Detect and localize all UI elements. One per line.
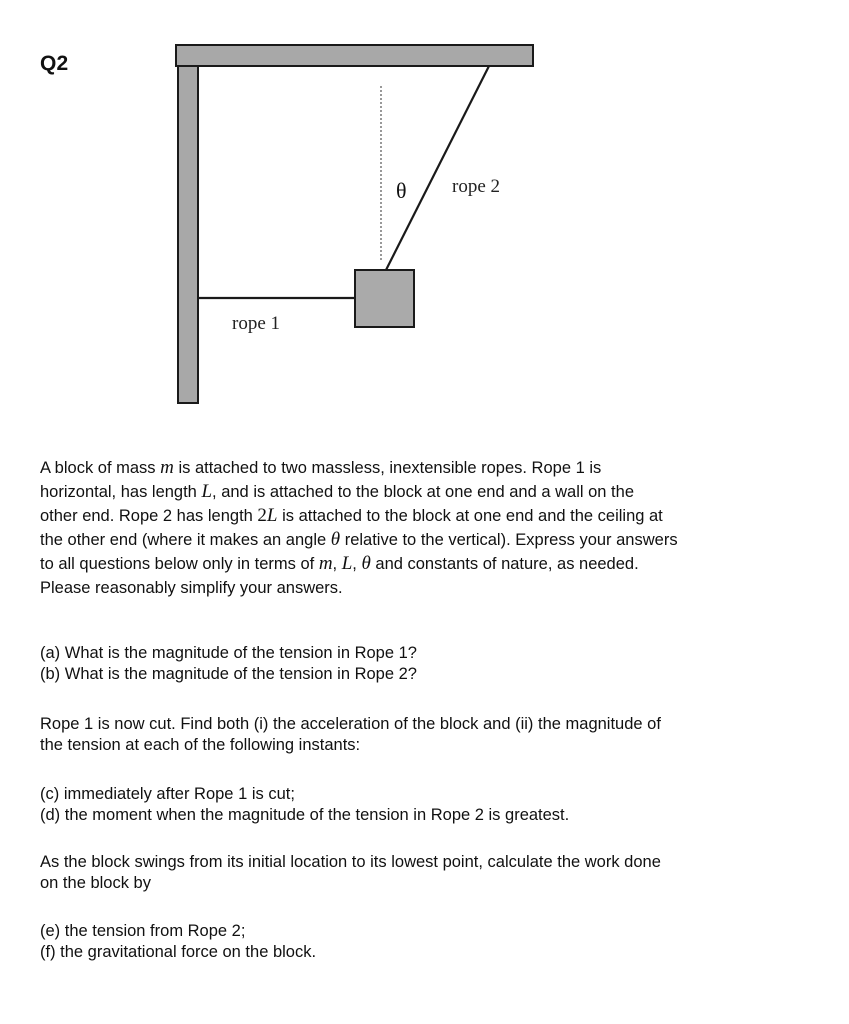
rope-2 xyxy=(386,66,489,270)
swing-intro-line-1: As the block swings from its initial location to its lowest point, calculate the work done xyxy=(40,853,661,871)
cut-intro-line-1: Rope 1 is now cut. Find both (i) the acceleration of the block and (ii) the magnitude of xyxy=(40,715,661,733)
intro-line-4: the other end (where it makes an angle θ relative to the vertical). Express your answers xyxy=(40,529,678,550)
swing-intro xyxy=(40,852,820,894)
intro-line-6: Please reasonably simplify your answers. xyxy=(40,579,343,597)
intro-line-1: A block of mass m is attached to two massless, inextensible ropes. Rope 1 is xyxy=(40,457,602,478)
problem-intro xyxy=(40,456,820,600)
rope-1-label: rope 1 xyxy=(232,313,281,334)
ceiling xyxy=(176,45,533,66)
cut-intro xyxy=(40,714,820,756)
intro-line-2: horizontal, has length L, and is attached to the block at one end and a wall on the xyxy=(40,481,634,502)
cut-intro-line-2: the tension at each of the following instants: xyxy=(40,736,361,754)
parts-a-b xyxy=(40,643,820,685)
part-c: (c) immediately after Rope 1 is cut; xyxy=(40,785,295,803)
intro-line-5: to all questions below only in terms of m, L, θ and constants of nature, as needed. xyxy=(40,553,639,574)
part-b: (b) What is the magnitude of the tension in Rope 2? xyxy=(40,665,417,683)
question-label: Q2 xyxy=(40,52,69,75)
wall xyxy=(178,66,198,403)
block xyxy=(355,270,414,327)
rope-2-label: rope 2 xyxy=(452,176,501,197)
part-a: (a) What is the magnitude of the tension in Rope 1? xyxy=(40,644,417,662)
part-f: (f) the gravitational force on the block. xyxy=(40,943,317,961)
parts-e-f xyxy=(40,921,820,963)
intro-line-3: other end. Rope 2 has length 2L is attached to the block at one end and the ceiling at xyxy=(40,505,663,526)
swing-intro-line-2: on the block by xyxy=(40,874,151,892)
figure-diagram xyxy=(0,0,849,420)
part-d: (d) the moment when the magnitude of the tension in Rope 2 is greatest. xyxy=(40,806,570,824)
angle-theta-label: θ xyxy=(396,178,407,203)
parts-c-d xyxy=(40,784,820,826)
part-e: (e) the tension from Rope 2; xyxy=(40,922,246,940)
